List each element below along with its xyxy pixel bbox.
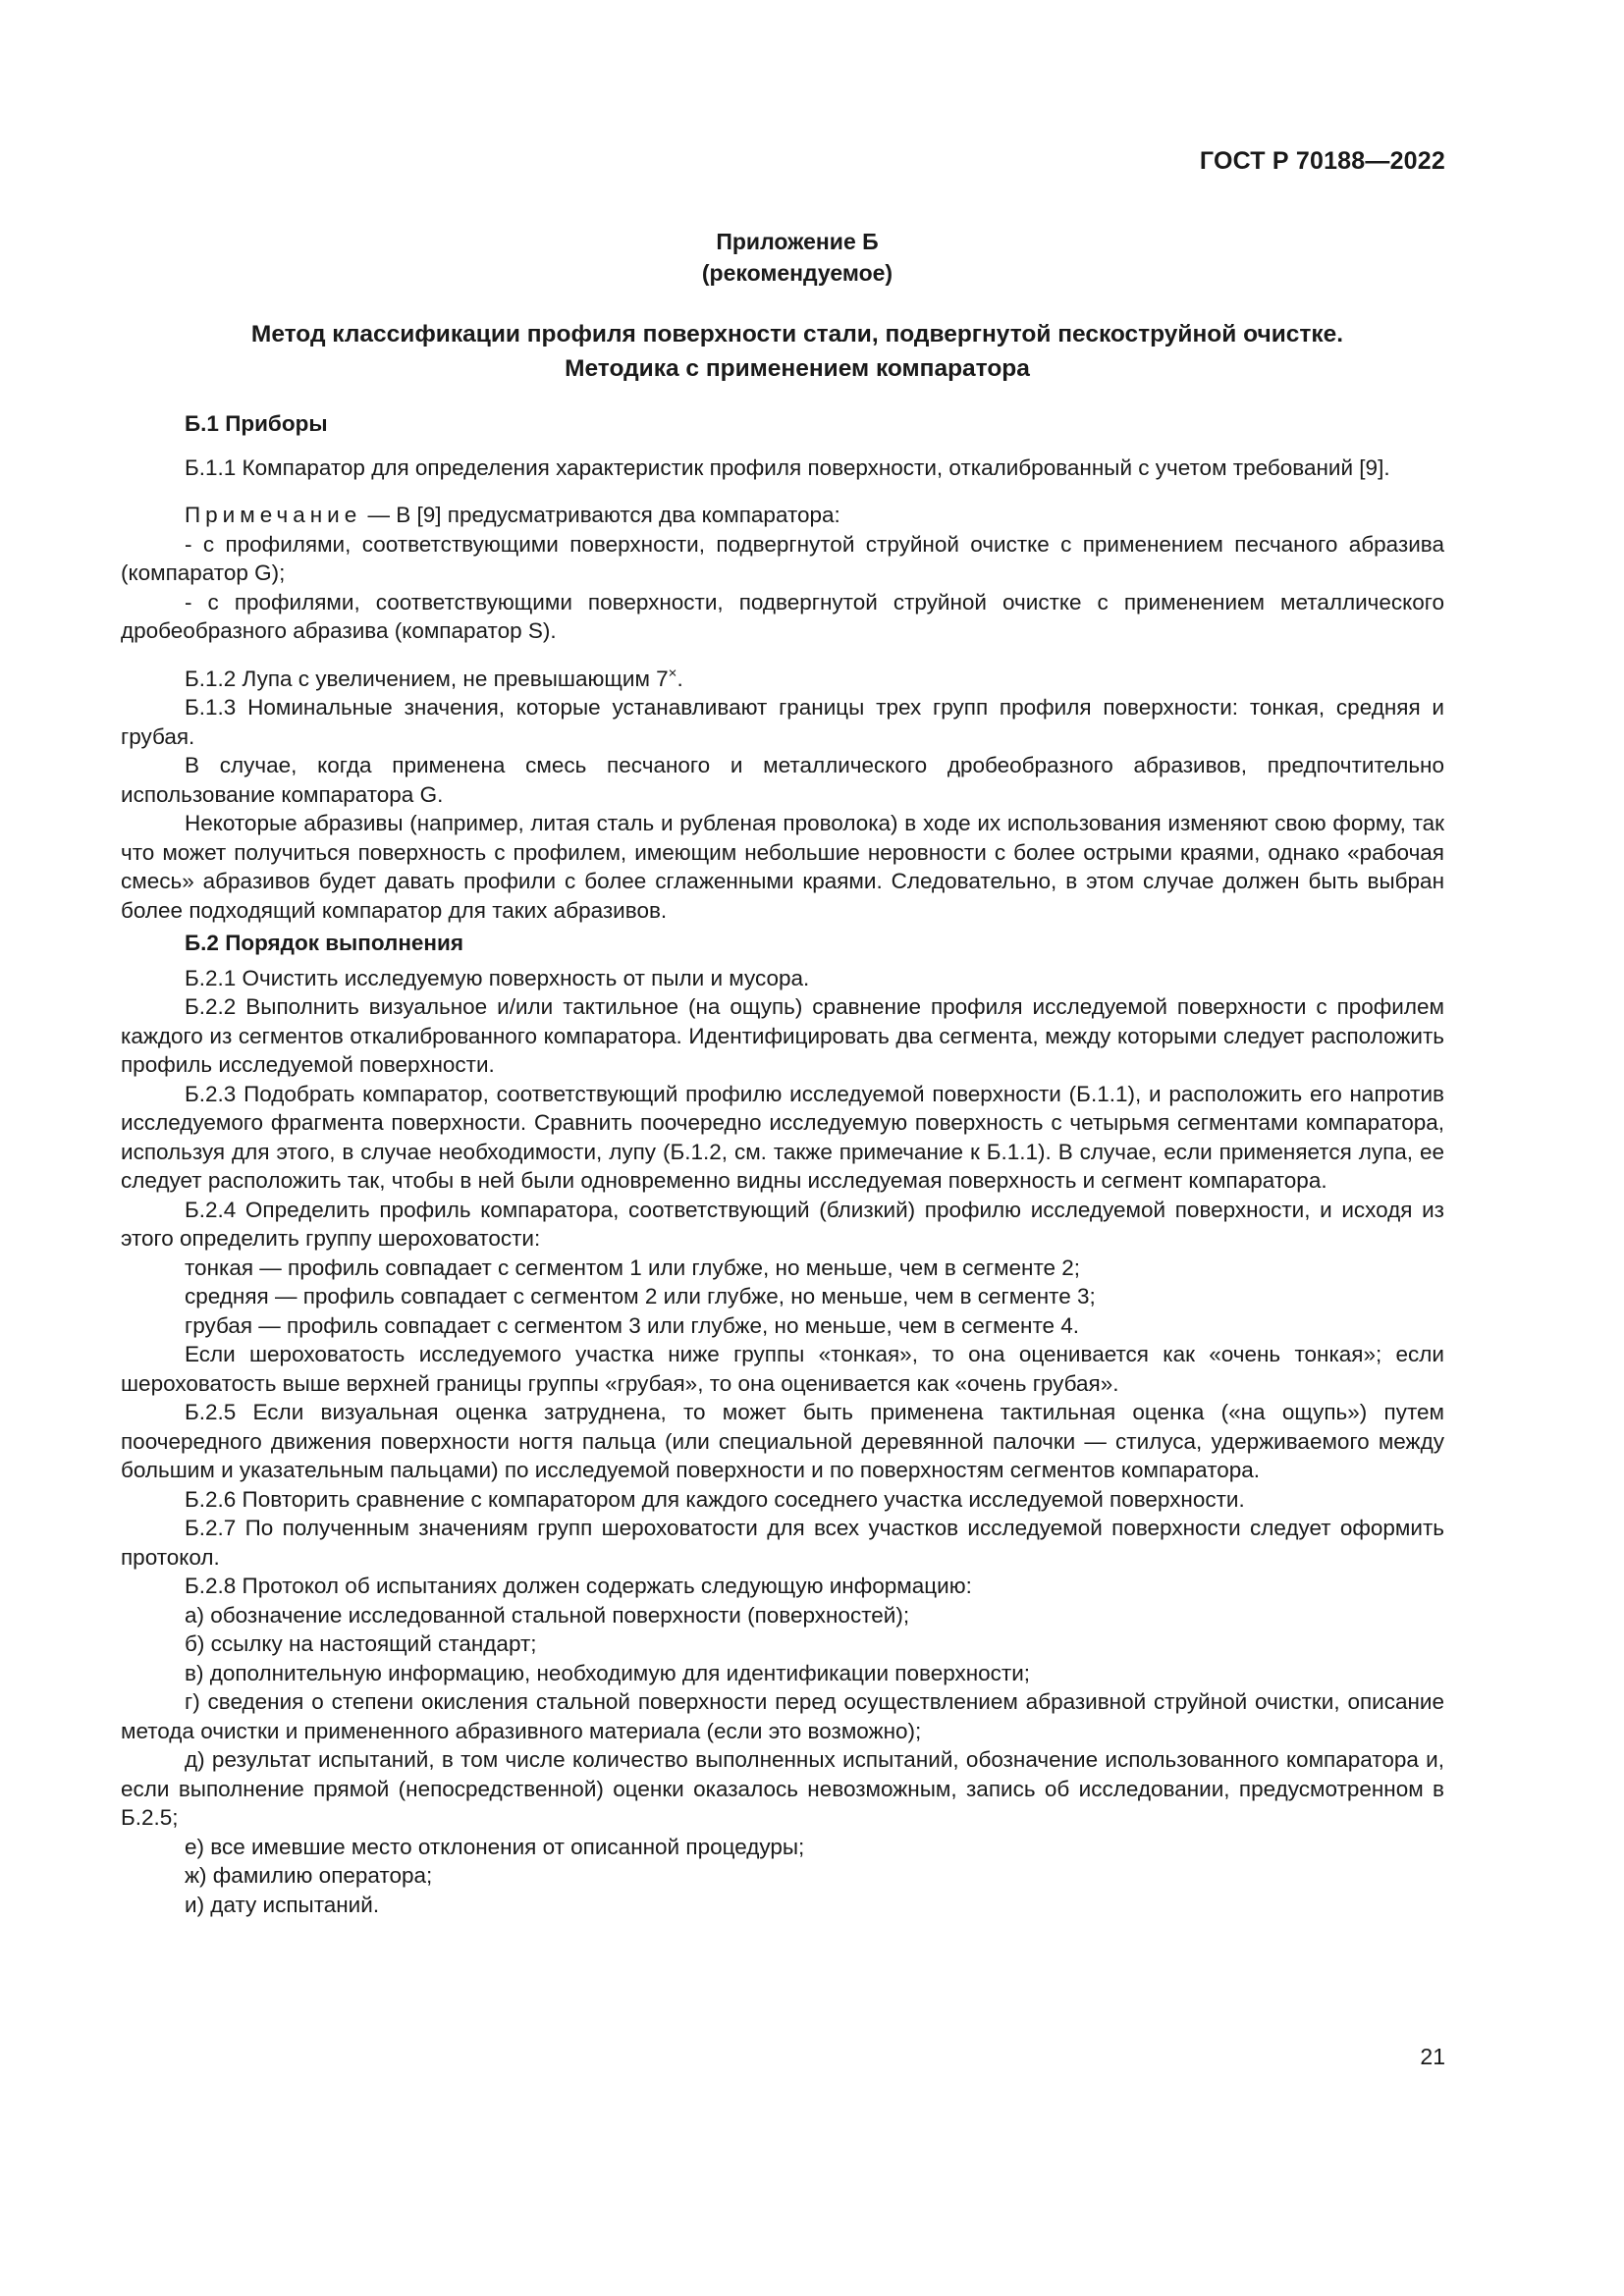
report-item-a: а) обозначение исследованной стальной поверхности (поверхностей); [185,1602,910,1628]
paragraph-b-1-2: Б.1.2 Лупа с увеличением, не превышающим 7×. [185,665,683,691]
report-item-i: и) дату испытаний. [185,1892,380,1917]
note-text: — В [9] предусматриваются два компаратора: [361,503,840,527]
group-medium: средняя — профиль совпадает с сегментом 2 или глубже, но меньше, чем в сегменте 3; [185,1284,1096,1308]
note-item-1: - с профилями, соответствующими поверхности, подвергнутой струйной очистке с применением песчаного абразива (компаратор G); [121,531,1444,585]
paragraph-b-1-3: Б.1.3 Номинальные значения, которые устанавливают границы трех групп профиля поверхности: тонкая, средняя и грубая. [121,695,1444,749]
report-item-d: д) результат испытаний, в том числе количество выполненных испытаний, обозначение использованного компаратора и, если выполнение прямой (непосредственной) оценки оказалось невозможным, запись об исследовании, предусмотренном в Б.2.5; [121,1747,1444,1830]
appendix-title-line-2: Методика с применением компаратора [565,355,1030,382]
paragraph-b-2-2: Б.2.2 Выполнить визуальное и/или тактильное (на ощупь) сравнение профиля исследуемой поверхности с профилем каждого из сегментов откалиброванного компаратора. Идентифицировать два сегмента, между которыми следует расположить профиль исследуемой поверхности. [121,994,1444,1077]
paragraph-b-1-1: Б.1.1 Компаратор для определения характеристик профиля поверхности, откалиброванный с учетом требований [9]. [185,454,1390,480]
paragraph-b-2-6: Б.2.6 Повторить сравнение с компаратором для каждого соседнего участка исследуемой поверхности. [185,1486,1245,1512]
report-item-e: е) все имевшие место отклонения от описанной процедуры; [185,1834,805,1859]
paragraph-some-abrasives: Некоторые абразивы (например, литая сталь и рубленая проволока) в ходе их использования изменяют свою форму, так что может получиться поверхность с профилем, имеющим небольшие неровности с более острыми краями, однако «рабочая смесь» абразивов будет давать профили с более сглаженными краями. Следовательно, в этом случае должен быть выбран более подходящий компаратор для таких абразивов. [121,811,1444,923]
note-label: Примечание [185,503,362,527]
paragraph-b-2-4: Б.2.4 Определить профиль компаратора, соответствующий (близкий) профилю исследуемой поверхности, и исходя из этого определить группу шероховатости: [121,1197,1444,1251]
appendix-label: Приложение Б [716,229,879,254]
appendix-title [150,317,1444,386]
section-heading-b2: Б.2 Порядок выполнения [185,931,463,955]
paragraph-b-2-7: Б.2.7 По полученным значениям групп шероховатости для всех участков исследуемой поверхности следует оформить протокол. [121,1516,1444,1570]
group-thin: тонкая — профиль совпадает с сегментом 1 или глубже, но меньше, чем в сегменте 2; [185,1255,1081,1280]
paragraph-b-2-5: Б.2.5 Если визуальная оценка затруднена, то может быть применена тактильная оценка («на ощупь») путем поочередного движения поверхности ногтя пальца (или специальной деревянной палочки — стилуса, удерживаемого между большим и указательным пальцами) по исследуемой поверхности и по поверхностям сегментов компаратора. [121,1400,1444,1482]
paragraph-roughness-extremes: Если шероховатость исследуемого участка ниже группы «тонкая», то она оценивается как «очень тонкая»; если шероховатость выше верхней границы группы «грубая», то она оценивается как «очень грубая». [121,1342,1444,1396]
page-number: 21 [1420,2044,1445,2069]
paragraph-b-2-3: Б.2.3 Подобрать компаратор, соответствующий профилю исследуемой поверхности (Б.1.1), и расположить его напротив исследуемого фрагмента поверхности. Сравнить поочередно исследуемую поверхность с четырьмя сегментами компаратора, используя для этого, в случае необходимости, лупу (Б.1.2, см. также примечание к Б.1.1). В случае, если применяется лупа, ее следует расположить так, чтобы в ней были одновременно видны исследуемая поверхность и сегмент компаратора. [121,1081,1444,1193]
appendix-title-line-1: Метод классификации профиля поверхности стали, подвергнутой пескоструйной очистке. [250,321,1344,347]
note-item-2: - с профилями, соответствующими поверхности, подвергнутой струйной очистке с применением металлического дробеобразного абразива (компаратор S). [121,589,1444,643]
report-item-zh: ж) фамилию оператора; [185,1863,433,1888]
document-body [121,226,1444,1919]
note [121,501,1444,530]
paragraph-b-2-1: Б.2.1 Очистить исследуемую поверхность от пыли и мусора. [185,965,810,990]
document-code: ГОСТ Р 70188—2022 [1199,147,1445,175]
report-item-g: г) сведения о степени окисления стальной поверхности перед осуществлением абразивной струйной очистки, описание метода очистки и примененного абразивного материала (если это возможно); [121,1689,1444,1743]
paragraph-b-2-8: Б.2.8 Протокол об испытаниях должен содержать следующую информацию: [185,1574,972,1598]
paragraph-mixed-abrasive: В случае, когда применена смесь песчаного и металлического дробеобразного абразивов, предпочтительно использование компаратора G. [121,753,1444,807]
group-rough: грубая — профиль совпадает с сегментом 3 или глубже, но меньше, чем в сегменте 4. [185,1312,1080,1338]
report-item-v: в) дополнительную информацию, необходимую для идентификации поверхности; [185,1660,1031,1685]
appendix-status: (рекомендуемое) [701,260,893,286]
magnification-superscript: × [668,665,677,681]
report-item-b: б) ссылку на настоящий стандарт; [185,1631,537,1656]
section-heading-b1: Б.1 Приборы [185,411,328,436]
